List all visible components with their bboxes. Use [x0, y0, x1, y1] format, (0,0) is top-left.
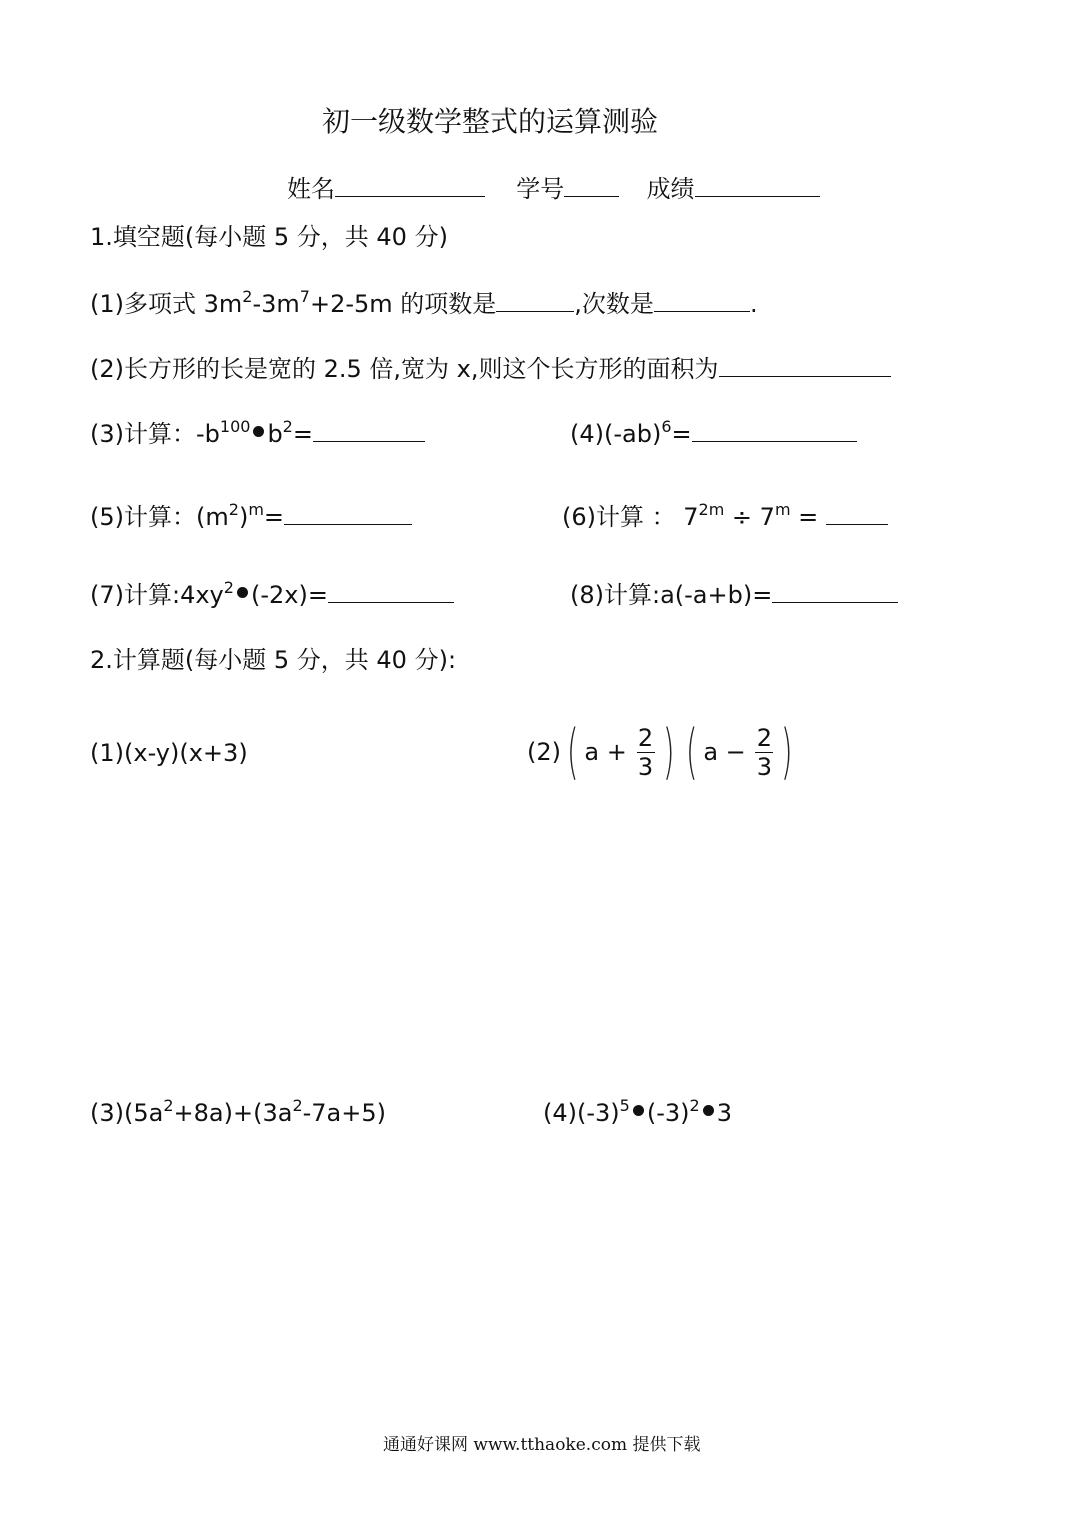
section-1-heading: 1.填空题(每小题 5 分，共 40 分)	[90, 223, 448, 251]
question-1-1: (1)多项式 $3m^2-3m^7+2-5m$ 的项数是 ,次数是 .	[90, 287, 758, 318]
multiply-dot-icon	[237, 587, 248, 598]
fraction: $\frac{2}{3}$	[756, 723, 773, 781]
question-1-8: (8)计算:a(-a+b)=	[570, 578, 898, 610]
name-label: 姓名	[287, 175, 335, 203]
student-info-line	[287, 172, 820, 204]
left-paren: (	[685, 717, 698, 787]
problem-2-1: (1)(x-y)(x+3)	[90, 739, 248, 767]
page-title: 初一级数学整式的运算测验	[322, 105, 659, 138]
multiply-dot-icon	[633, 1105, 644, 1116]
student-id-blank[interactable]	[564, 172, 619, 197]
right-paren: )	[781, 717, 793, 787]
question-1-6: (6)计算 ： $7^{2m} \div 7^m$ =	[562, 500, 888, 532]
answer-blank[interactable]	[496, 287, 574, 312]
answer-blank[interactable]	[313, 417, 425, 442]
multiply-dot-icon	[253, 426, 264, 437]
question-1-4: $(4)(-ab)^6=$	[570, 417, 857, 449]
fraction: $\frac{2}{3}$	[637, 723, 654, 781]
problem-2-4: $(4)(-3)^5$ $(-3)^2$ 3	[543, 1096, 732, 1127]
question-1-7: (7)计算$:4xy^2$ (-2x)=	[90, 578, 454, 610]
student-id-label: 学号	[516, 175, 565, 203]
question-1-3: (3)计算：$-b^{100}$ $b^2=$	[90, 417, 425, 449]
footer-credit: 通通好课网 www.tthaoke.com 提供下载	[383, 1435, 701, 1455]
score-blank[interactable]	[695, 172, 820, 197]
multiply-dot-icon	[703, 1105, 714, 1116]
question-1-5: (5)计算：$(m^2)^m=$	[90, 500, 412, 532]
problem-2-2: (2)( a + $\frac{2}{3}$ ) ( a − $\frac{2}{3}$ )	[527, 717, 793, 787]
section-2-heading: 2.计算题(每小题 5 分，共 40 分):	[90, 646, 457, 674]
right-paren: )	[662, 717, 675, 787]
answer-blank[interactable]	[284, 500, 412, 525]
answer-blank[interactable]	[719, 352, 891, 377]
name-blank[interactable]	[335, 172, 485, 197]
answer-blank[interactable]	[772, 578, 898, 603]
answer-blank[interactable]	[826, 500, 888, 525]
left-paren: (	[566, 717, 579, 787]
answer-blank[interactable]	[328, 578, 454, 603]
problem-2-3: $(3)(5a^2+8a)+(3a^2-7a+5)$	[90, 1096, 387, 1127]
answer-blank[interactable]	[654, 287, 750, 312]
score-label: 成绩	[646, 175, 695, 203]
question-1-2: (2)长方形的长是宽的 2.5 倍,宽为 x,则这个长方形的面积为	[90, 352, 891, 384]
answer-blank[interactable]	[692, 417, 857, 442]
